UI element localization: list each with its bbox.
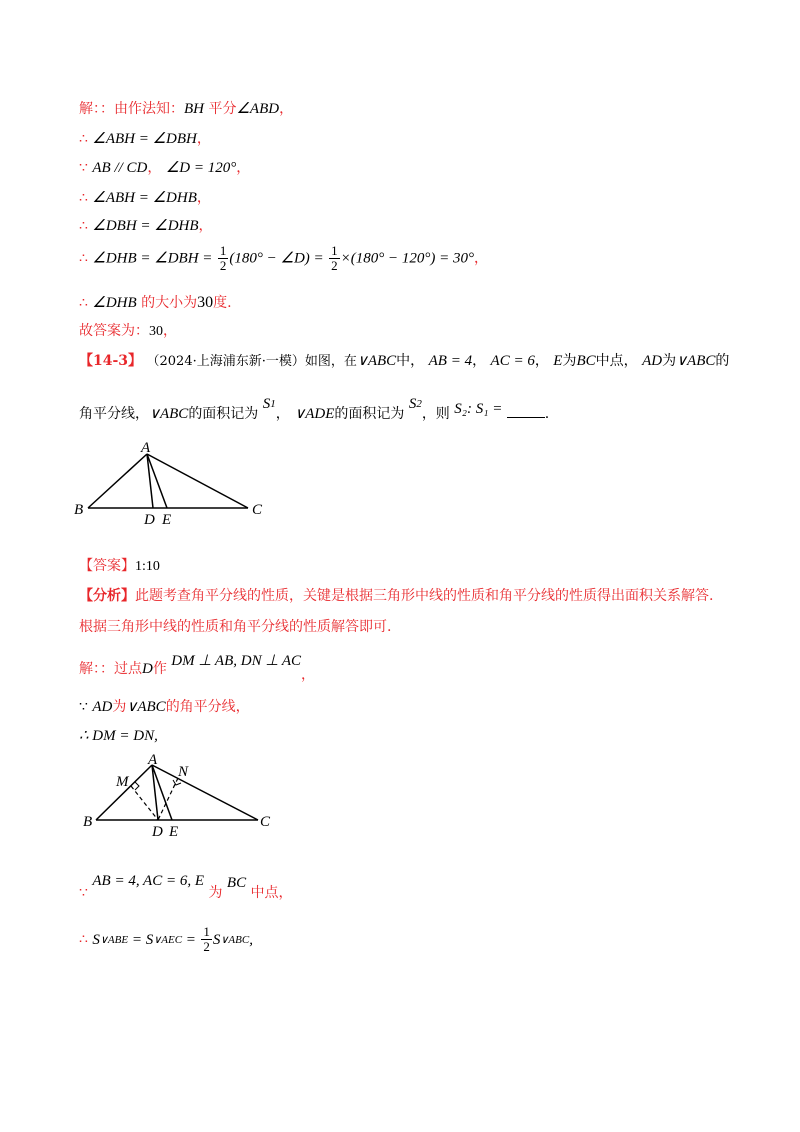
value: 30 [149, 324, 163, 339]
figure-triangle-2 [80, 752, 280, 842]
label-d: D [144, 512, 155, 528]
math: BC [226, 875, 247, 891]
numerator: 1 [203, 924, 210, 939]
math: AC = 6 [490, 353, 535, 369]
text: 的面积记为 [188, 406, 259, 422]
analysis-text2: 根据三角形中线的性质和角平分线的性质解答即可. [79, 619, 392, 635]
comma: ， [473, 250, 488, 267]
answer-label: 【答案】 [79, 558, 135, 574]
side-ac [147, 454, 248, 508]
sol1-line7 [79, 292, 232, 312]
denominator: 2 [203, 939, 210, 954]
math: ∴ DM = DN, [79, 728, 158, 744]
text: 平分 [204, 101, 237, 117]
text: 为 [112, 699, 127, 715]
math: AB = 4, AC = 6, E [92, 873, 205, 889]
label-e: E [162, 512, 172, 528]
text: 的面积记为 [334, 406, 405, 422]
math: ∠ABH = ∠DBH [92, 131, 197, 147]
math: ∨ABC [126, 699, 166, 715]
comma: ， [275, 406, 290, 422]
math: D [142, 661, 153, 677]
comma: ， [236, 160, 251, 176]
math: S [262, 396, 271, 412]
sol1-line2 [79, 128, 211, 148]
math: S [408, 396, 417, 412]
text: 角平分线， [79, 406, 149, 422]
math: ∠DHB = ∠DBH = [92, 250, 213, 267]
area-abc: S∨ABC, [212, 931, 253, 948]
segment-dm [131, 786, 158, 820]
math: ×(180° − 120°) = 30° [340, 250, 474, 267]
text: 中， [396, 353, 425, 369]
numerator: 1 [219, 243, 227, 258]
text: 的大小为 [136, 295, 198, 311]
sol1-line3 [79, 157, 250, 177]
therefore-icon: ∴ [79, 931, 88, 948]
math: BC [576, 353, 596, 369]
math: AB = 4 [428, 353, 473, 369]
text: 作 [152, 661, 167, 677]
right-angle-m [135, 782, 139, 790]
math: AD [642, 353, 663, 369]
ratio-expression: S₂: S₁ = [454, 401, 503, 417]
label-a: A [141, 440, 151, 456]
text: 为 [662, 353, 677, 369]
problem-tag: 【14-3】 [79, 353, 143, 369]
sol2-line5 [79, 925, 253, 954]
area-equation: S∨ABE = S∨AEC = [92, 931, 196, 948]
analysis-text: 此题考查角平分线的性质，关键是根据三角形中线的性质和角平分线的性质得出面积关系解答. [135, 588, 714, 604]
math: ∨ABC [149, 406, 189, 422]
math: ∠ABH = ∠DHB [92, 190, 197, 206]
label-m: M [116, 774, 129, 790]
text: 中点， [595, 353, 638, 369]
comma: ， [196, 190, 211, 206]
math: AB // CD [92, 160, 148, 176]
problem-line1 [79, 350, 729, 370]
side-ac [152, 765, 258, 820]
math: ∨ABC [356, 353, 397, 369]
sol2-line4 [79, 870, 293, 901]
text: 解：：过点 [79, 661, 142, 677]
sol1-line4 [79, 187, 211, 207]
therefore-icon: ∴ [79, 250, 88, 267]
math: ∠DHB [92, 295, 137, 311]
math: ∨ADE [294, 406, 335, 422]
label-c: C [252, 502, 263, 518]
answer-blank[interactable] [507, 405, 545, 418]
math: ∠DBH = ∠DHB [92, 218, 199, 234]
therefore-icon: ∴ [79, 295, 88, 311]
denominator: 2 [219, 258, 227, 273]
therefore-icon: ∴ [79, 190, 88, 206]
text: 为 [208, 885, 223, 901]
fraction-half [218, 244, 229, 273]
text: 度. [213, 295, 232, 311]
comma: ， [147, 160, 162, 176]
denominator: 2 [331, 258, 338, 273]
math: E [553, 353, 563, 369]
because-icon: ∵ [79, 160, 88, 176]
sol2-line1 [79, 650, 316, 683]
label-n: N [178, 764, 189, 780]
analysis-line1 [79, 585, 713, 605]
text: 解：：由作法知： [79, 101, 184, 117]
text: 的角平分线， [165, 699, 250, 715]
comma: ， [163, 323, 177, 339]
label-e: E [169, 824, 179, 840]
math: BH [184, 101, 204, 117]
therefore-icon: ∴ [79, 218, 88, 234]
math: AD [92, 699, 113, 715]
figure-triangle-1 [70, 440, 280, 530]
math: (180° − ∠D) = [229, 250, 324, 267]
because-icon: ∵ [79, 885, 88, 901]
text: ，则 [421, 406, 450, 422]
sol1-line1 [79, 98, 293, 118]
sol1-line8 [79, 320, 177, 340]
s1-symbol: S1 [262, 396, 276, 412]
fraction-half [329, 244, 340, 273]
comma: ， [534, 353, 549, 369]
sol2-line3 [79, 726, 158, 745]
comma: ， [196, 131, 211, 147]
comma: ， [279, 101, 294, 117]
therefore-icon: ∴ [79, 131, 88, 147]
problem-line2: 角平分线，∨ABC的面积记为 S1， ∨ADE的面积记为 S2，则 S₂: S₁ = . [79, 396, 550, 422]
comma: ， [301, 667, 316, 683]
comma: ， [198, 218, 213, 234]
sol1-line5 [79, 215, 213, 235]
numerator: 1 [331, 243, 338, 258]
sol2-line2 [79, 696, 250, 716]
fraction-half [201, 925, 212, 954]
label-b: B [74, 502, 84, 518]
analysis-line2 [79, 616, 391, 636]
label-b: B [83, 814, 93, 830]
math: ∠ABD [236, 101, 280, 117]
math: ∨ABC [676, 353, 716, 369]
label-a: A [148, 752, 158, 768]
answer-line [79, 555, 160, 575]
s2-symbol: S2 [408, 396, 422, 412]
answer-value: 1:10 [135, 559, 160, 574]
because-icon: ∵ [79, 699, 88, 715]
math: ∠D = 120° [165, 160, 237, 176]
label-d: D [152, 824, 163, 840]
text: 中点， [250, 885, 293, 901]
label-c: C [260, 814, 271, 830]
sol1-line6 [79, 244, 488, 273]
comma: ， [472, 353, 487, 369]
problem-source: （2024·上海浦东新·一模）如图，在 [146, 354, 357, 369]
text: 故答案为： [79, 323, 149, 339]
text: 为 [562, 353, 577, 369]
analysis-label: 【分析】 [79, 588, 135, 604]
value: 30 [197, 294, 214, 311]
text: 的 [715, 353, 730, 369]
math: DM ⊥ AB, DN ⊥ AC [171, 653, 302, 669]
side-ab [88, 454, 147, 508]
